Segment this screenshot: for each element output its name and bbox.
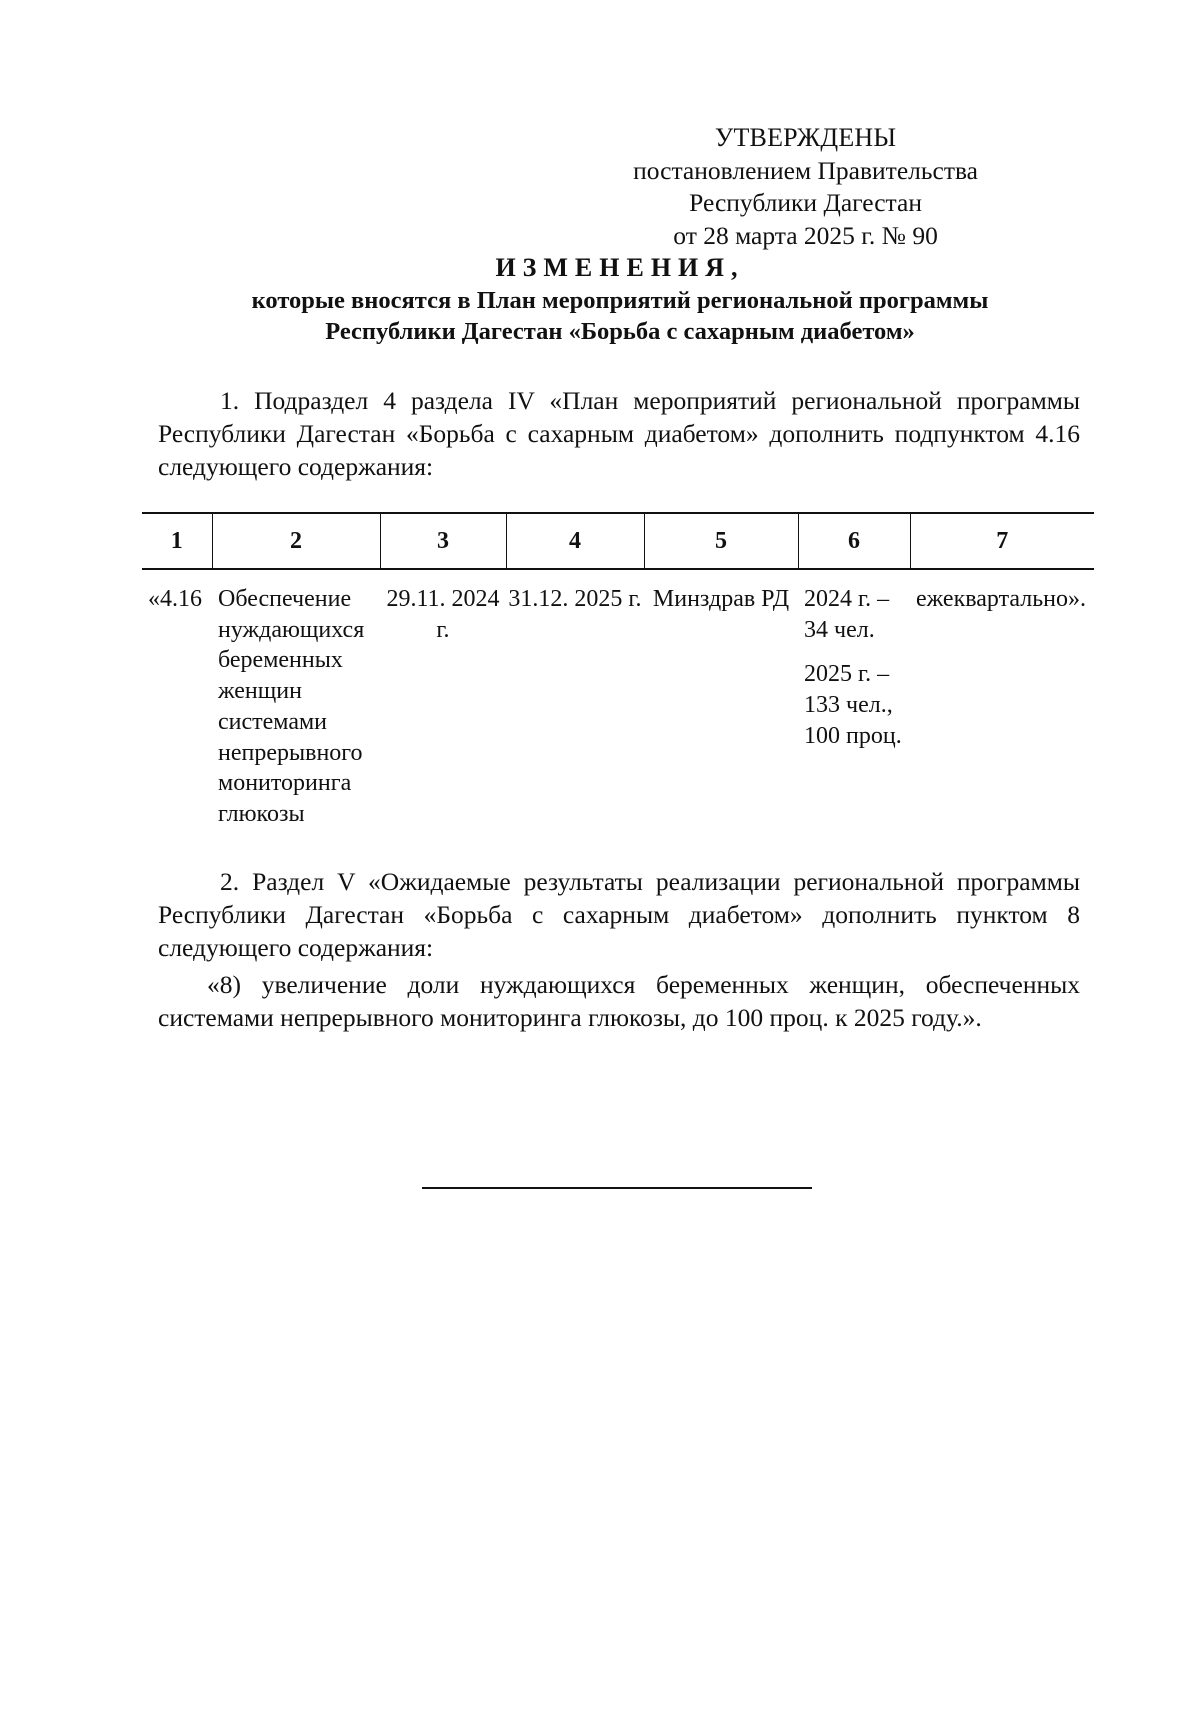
start-date-cell: 29.11. 2024 г. — [386, 586, 500, 643]
approval-line-2: Республики Дагестан — [689, 188, 922, 218]
table-header-row — [142, 513, 1094, 569]
document-heading — [170, 251, 1070, 348]
indicator-2024: 2024 г. – 34 чел. — [804, 586, 890, 643]
heading-title: ИЗМЕНЕНИЯ, — [495, 253, 745, 282]
approval-title: УТВЕРЖДЕНЫ — [714, 123, 897, 152]
table-header-cell: 2 — [212, 513, 380, 569]
closing-divider — [422, 1187, 812, 1189]
responsible-cell: Минздрав РД — [652, 586, 790, 612]
table-row — [142, 569, 1094, 831]
table-header-cell: 4 — [506, 513, 644, 569]
table-header-cell: 5 — [644, 513, 798, 569]
end-date-cell: 31.12. 2025 г. — [508, 586, 642, 612]
table-header-cell: 1 — [142, 513, 212, 569]
approval-line-1: постановлением Правительства — [633, 155, 978, 185]
table-header-cell: 6 — [798, 513, 910, 569]
indicator-cell — [798, 569, 910, 831]
measures-table — [142, 512, 1094, 831]
paragraph-1: 1. Подраздел 4 раздела IV «План мероприятий региональной программы Республики Дагестан «Борьба с сахарным диабетом» дополнить подпунктом 4.16 следующего содержания: — [158, 386, 1080, 481]
indicator-2025: 2025 г. – 133 чел., 100 проц. — [804, 661, 902, 749]
frequency-cell: ежеквартально». — [916, 586, 1086, 612]
heading-subtitle-2: Республики Дагестан «Борьба с сахарным диабетом» — [325, 318, 915, 346]
measure-name-cell: Обеспечение нуждающихся беременных женщин системами непрерывного мониторинга глюкозы — [218, 586, 365, 828]
table-header-cell: 7 — [910, 513, 1094, 569]
approval-line-3: от 28 марта 2025 г. № 90 — [673, 221, 938, 251]
item-number-cell: «4.16 — [148, 586, 202, 612]
approval-stamp — [633, 121, 978, 253]
paragraph-3: «8) увеличение доли нуждающихся беременных женщин, обеспеченных системами непрерывного мониторинга глюкозы, до 100 проц. к 2025 году.». — [158, 970, 1080, 1032]
heading-subtitle-1: которые вносятся в План мероприятий региональной программы — [251, 286, 989, 314]
paragraph-2: 2. Раздел V «Ожидаемые результаты реализации региональной программы Республики Дагестан «Борьба с сахарным диабетом» дополнить пунктом 8 следующего содержания: — [158, 867, 1080, 962]
indicator-gap — [804, 645, 909, 659]
table-header-cell: 3 — [380, 513, 506, 569]
